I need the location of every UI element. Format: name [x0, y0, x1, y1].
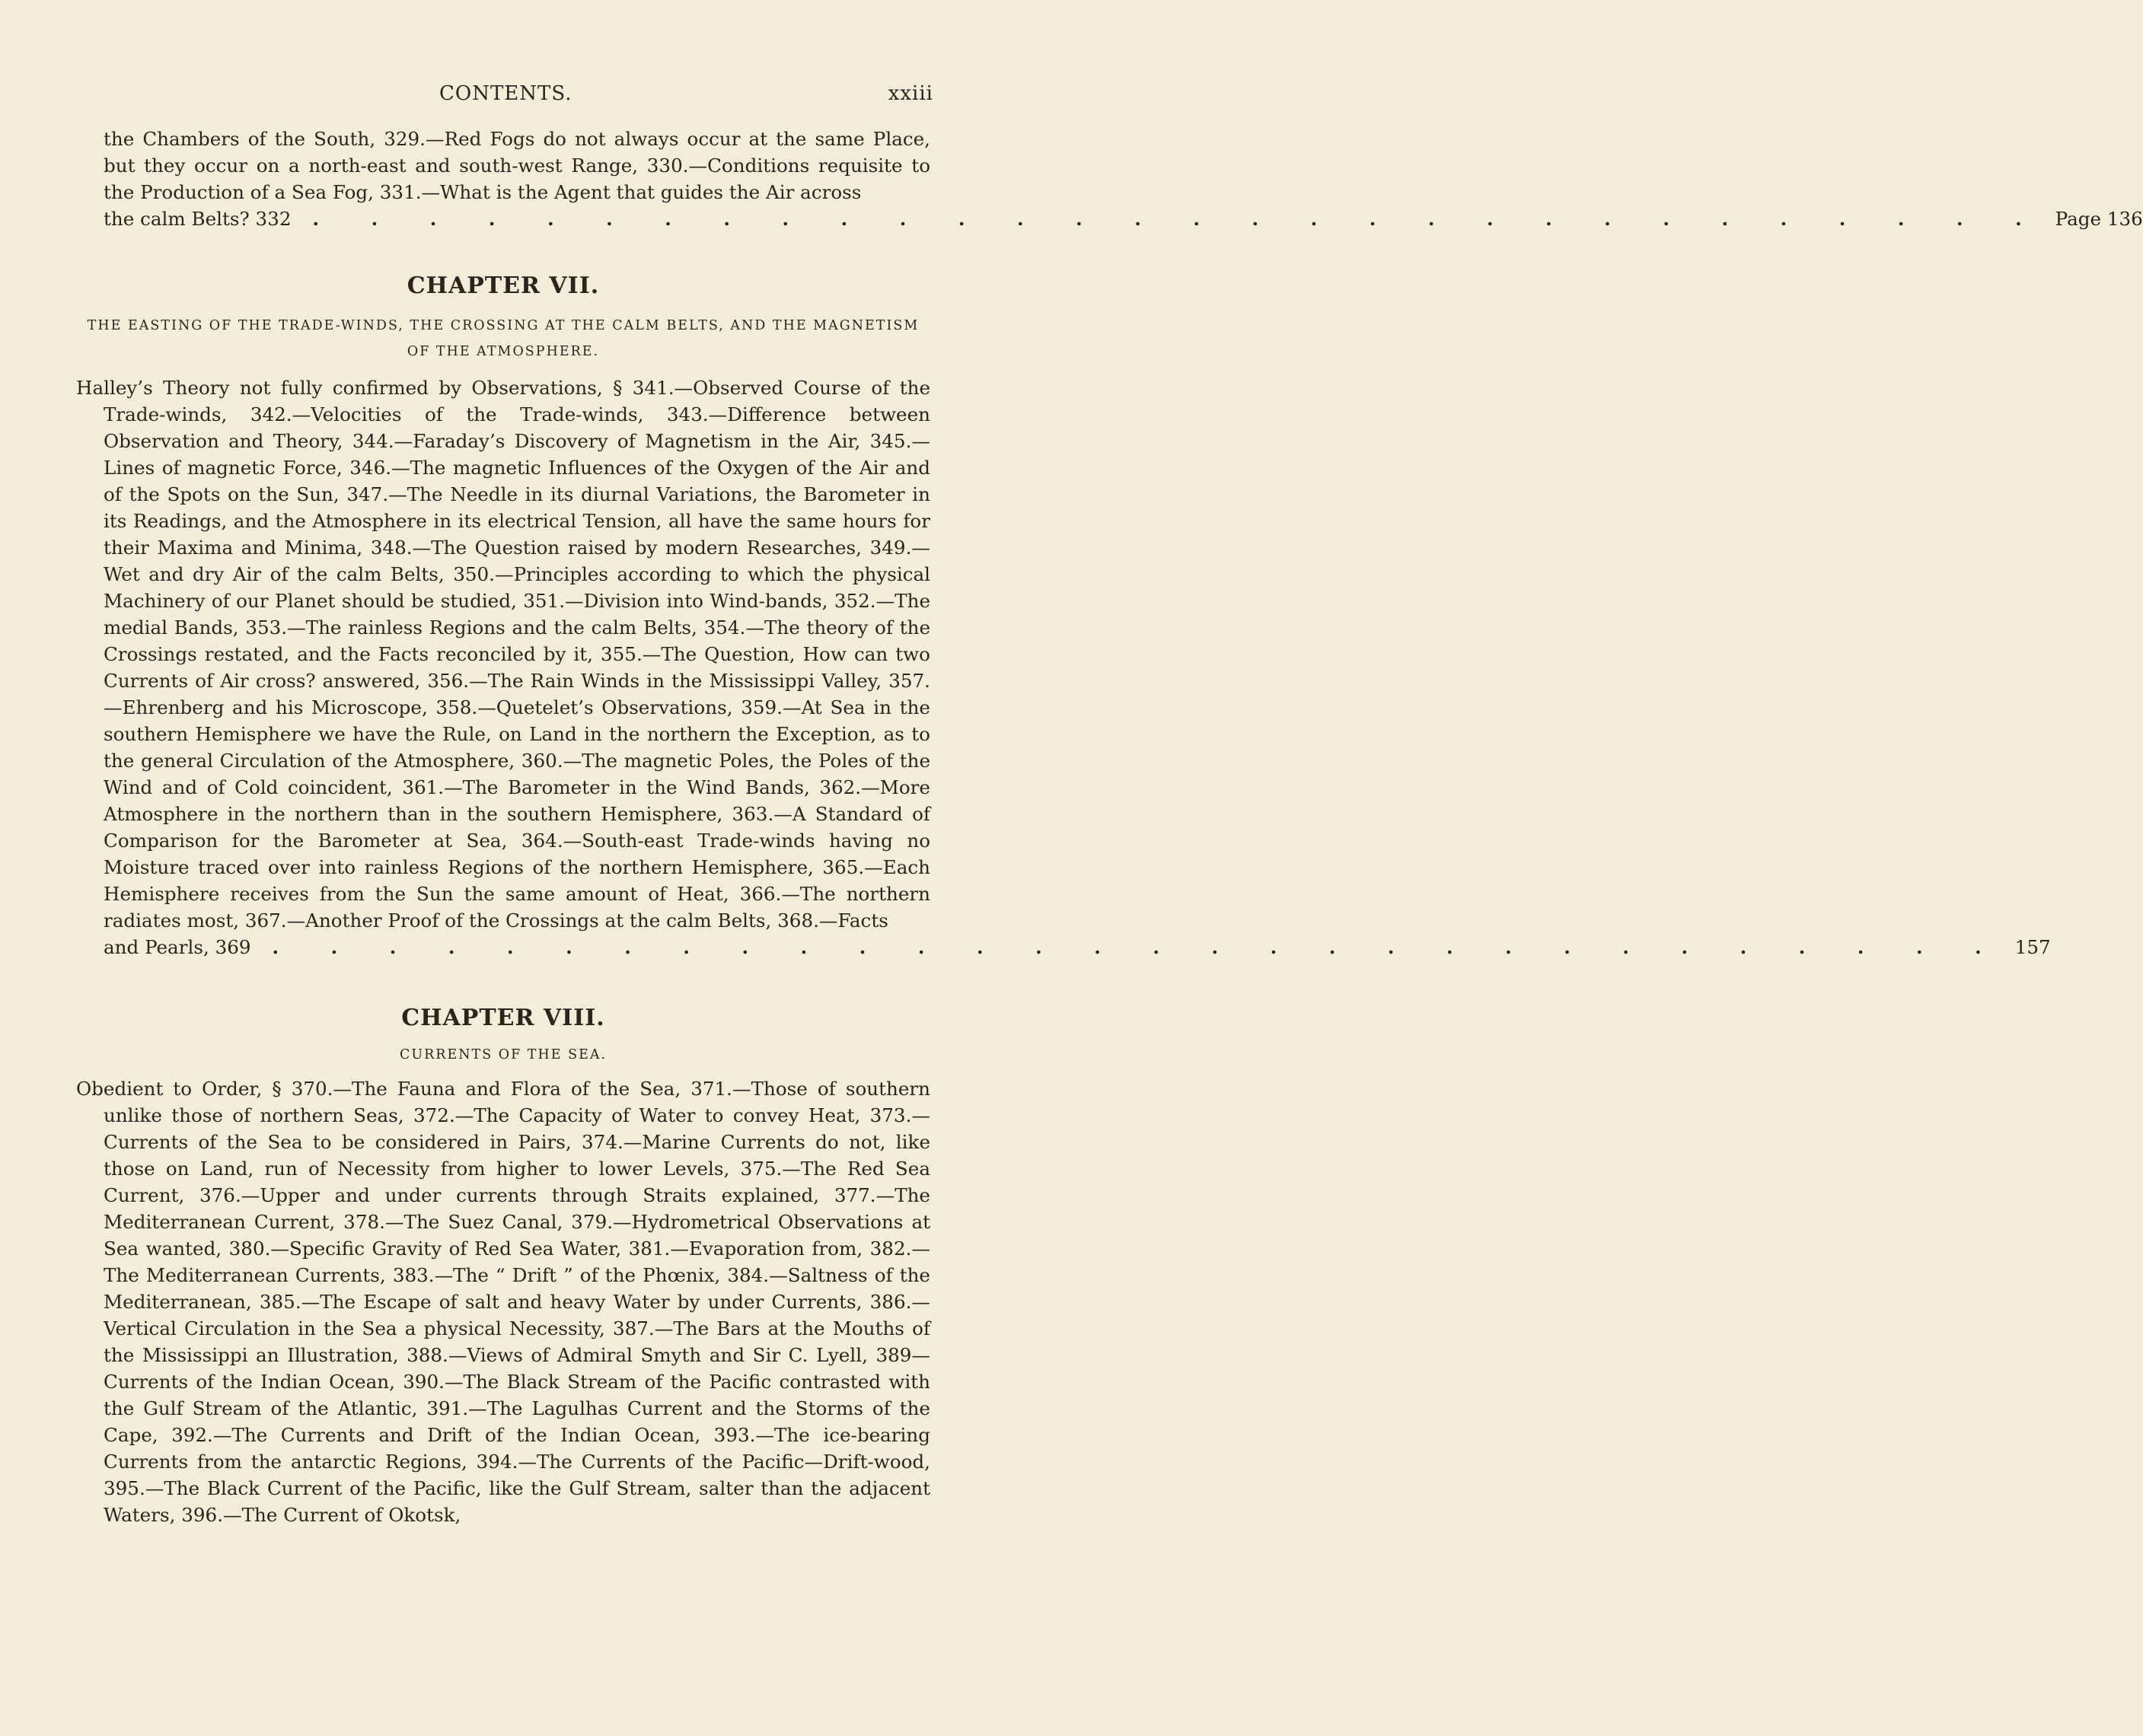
chapter8-entry-text: Obedient to Order, § 370.—The Fauna and Flora of the Sea, 371.—Those of southern unlike those of northern Seas, 372.—The Capacity of Water to convey Heat, 373.—Currents of the Sea to be considered in Pairs, 374.—Marine Currents do not, like those on Land, run of Necessity from higher to lower Levels, 375.—The Red Sea Current, 376.—Upper and under currents through Straits explained, 377.—The Mediterranean Current, 378.—The Suez Canal, 379.—Hydrometrical Observations at Sea wanted, 380.—Specific Gravity of Red Sea Water, 381.—Evaporation from, 382.—The Mediterranean Currents, 383.—The “ Drift ” of the Phœnix, 384.—Saltness of the Mediterranean, 385.—The Escape of salt and heavy Water by under Currents, 386.—Vertical Circulation in the Sea a physical Necessity, 387.—The Bars at the Mouths of the Mississippi an Illustration, 388.—Views of Admiral Smyth and Sir C. Lyell, 389—Currents of the Indian Ocean, 390.—The Black Stream of the Pacific contrasted with the Gulf Stream of the Atlantic, 391.—The Lagulhas Current and the Storms of the Cape, 392.—The Currents and Drift of the Indian Ocean, 393.—The ice-bearing Currents from the antarctic Regions, 394.—The Currents of the Pacific—Drift-wood, 395.—The Black Current of the Pacific, like the Gulf Stream, salter than the adjacent Waters, 396.—The Current of Okotsk, — [76, 1078, 930, 1526]
chapter6-page-ref: Page 136 — [2055, 208, 2143, 230]
page-number: xxiii — [888, 82, 933, 105]
chapter7-entry-text: Halley’s Theory not fully confirmed by Observations, § 341.—Observed Course of the Trade-winds, 342.—Velocities of the Trade-winds, 343.—Difference between Observation and Theory, 344.—Faraday’s Discovery of Magnetism in the Air, 345.—Lines of magnetic Force, 346.—The magnetic Influences of the Oxygen of the Air and of the Spots on the Sun, 347.—The Needle in its diurnal Variations, the Barometer in its Readings, and the Atmosphere in its electrical Tension, all have the same hours for their Maxima and Minima, 348.—The Question raised by modern Researches, 349.—Wet and dry Air of the calm Belts, 350.—Principles according to which the physical Machinery of our Planet should be studied, 351.—Division into Wind-bands, 352.—The medial Bands, 353.—The rainless Regions and the calm Belts, 354.—The theory of the Crossings restated, and the Facts reconciled by it, 355.—The Question, How can two Currents of Air cross? answered, 356.—The Rain Winds in the Mississippi Valley, 357.—Ehrenberg and his Microscope, 358.—Quetelet’s Observations, 359.—At Sea in the southern Hemisphere we have the Rule, on Land in the northern the Exception, as to the general Circulation of the Atmosphere, 360.—The magnetic Poles, the Poles of the Wind and of Cold coincident, 361.—The Barometer in the Wind Bands, 362.—More Atmosphere in the northern than in the southern Hemisphere, 363.—A Standard of Comparison for the Barometer at Sea, 364.—South-east Trade-winds having no Moisture traced over into rainless Regions of the northern Hemisphere, 365.—Each Hemisphere receives from the Sun the same amount of Heat, 366.—The northern radiates most, 367.—Another Proof of the Crossings at the calm Belts, 368.—Facts — [76, 377, 930, 932]
chapter7-subtitle: THE EASTING OF THE TRADE-WINDS, THE CROSSING AT THE CALM BELTS, AND THE MAGNETISM OF THE ATMOSPHERE. — [87, 318, 920, 359]
chapter7-last-line: and Pearls, 369 — [104, 936, 251, 958]
chapter6-last-line: the calm Belts? 332 — [104, 208, 292, 230]
chapter8-subtitle: CURRENTS OF THE SEA. — [399, 1047, 608, 1062]
chapter8-heading: CHAPTER VIII. — [401, 1005, 605, 1031]
chapter6-continuation — [76, 126, 2143, 232]
chapter7-entry — [76, 374, 2051, 960]
dot-leader: . . . . . . . . . . . . . . . . . . . . . . . . . . . . . . — [312, 208, 2045, 230]
chapter7-page-line — [76, 934, 2051, 960]
dot-leader: . . . . . . . . . . . . . . . . . . . . . . . . . . . . . . — [272, 936, 2004, 958]
chapter7-page-ref: 157 — [2014, 936, 2051, 958]
chapter6-entry-text: the Chambers of the South, 329.—Red Fogs do not always occur at the same Place, but they occur on a north-east and south-west Range, 330.—Conditions requisite to the Production of a Sea Fog, 331.—What is the Agent that guides the Air across — [104, 128, 930, 203]
running-head-title: CONTENTS. — [439, 82, 572, 105]
chapter7-heading: CHAPTER VII. — [407, 272, 600, 299]
chapter6-page-line — [104, 205, 2143, 232]
running-head — [76, 82, 933, 113]
